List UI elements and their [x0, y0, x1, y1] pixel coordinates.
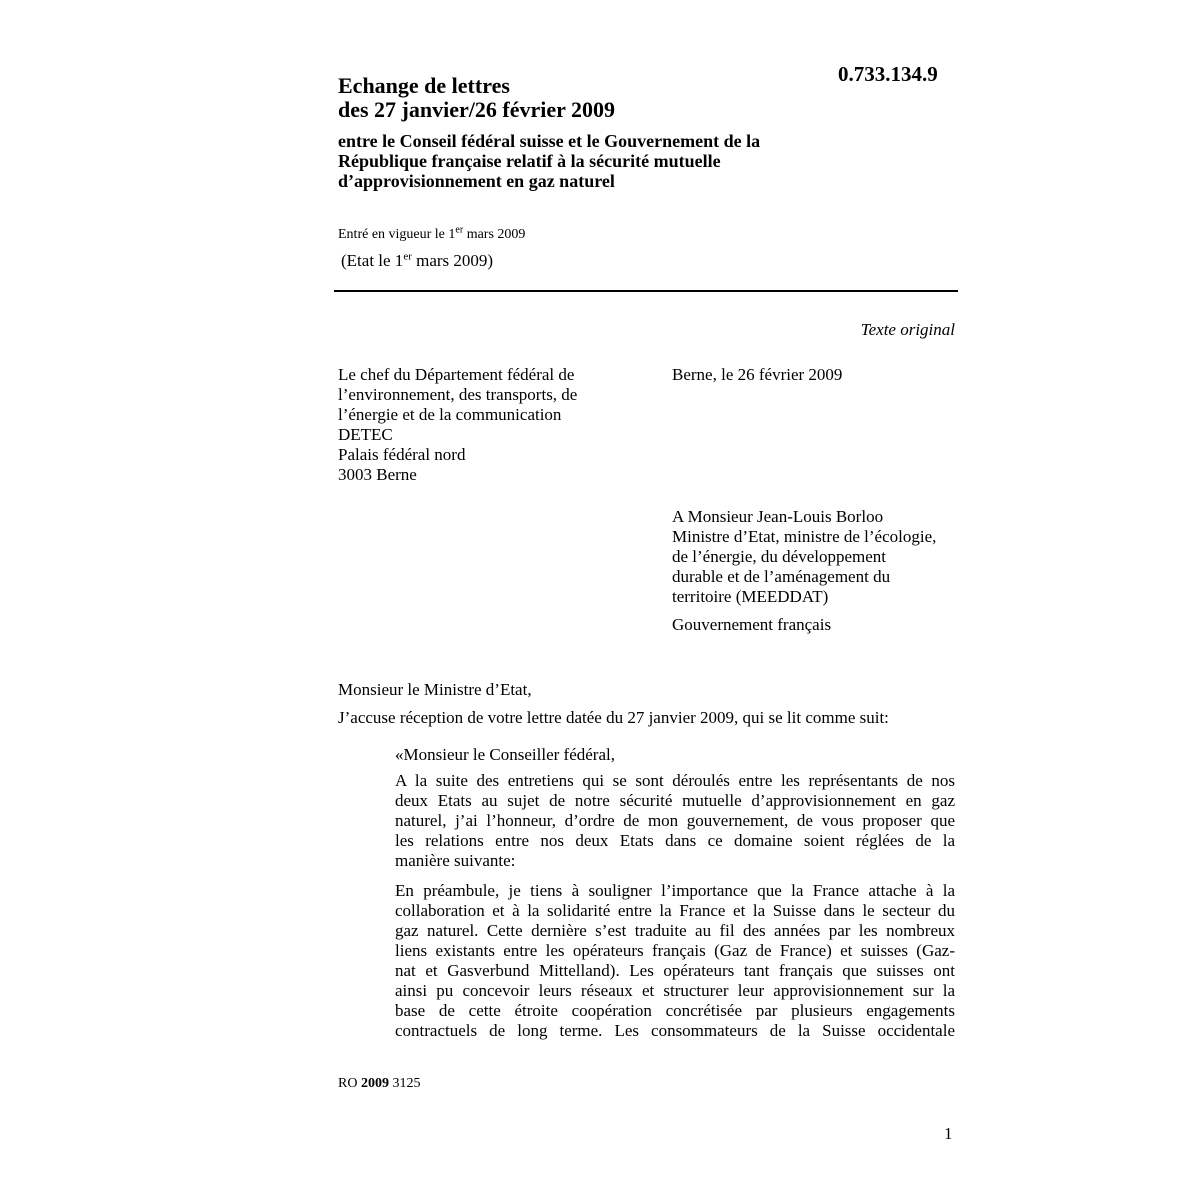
sender-line: Palais fédéral nord — [338, 445, 466, 464]
systematic-number: 0.733.134.9 — [838, 62, 938, 86]
ro-page: 3125 — [388, 1076, 421, 1091]
paragraph-line: nat et Gasverbund Mittelland). Les opérateurs tant français que suisses ont — [395, 961, 955, 980]
state-suffix: mars 2009) — [411, 251, 494, 270]
paragraph-line: gaz naturel. Cette dernière s’est traduite au fil des années par les nombreux — [395, 921, 955, 940]
title-line: Echange de lettres — [338, 73, 510, 98]
ro-prefix: RO — [338, 1076, 361, 1091]
paragraph-line: manière suivante: — [395, 851, 516, 870]
state-prefix: (Etat le 1 — [341, 251, 404, 270]
state-sup: er — [403, 250, 412, 263]
title-line: des 27 janvier/26 février 2009 — [338, 97, 615, 122]
recipient-line: de l’énergie, du développement — [672, 547, 886, 566]
subtitle-line: entre le Conseil fédéral suisse et le Gouvernement de la — [338, 131, 761, 151]
quoted-paragraph-1 — [395, 771, 955, 871]
ro-year: 2009 — [360, 1076, 389, 1091]
subtitle-line: d’approvisionnement en gaz naturel — [338, 171, 615, 191]
quoted-paragraph-2 — [395, 881, 955, 1041]
entry-suffix: mars 2009 — [463, 227, 526, 242]
paragraph-line: En préambule, je tiens à souligner l’importance que la France attache à la — [395, 881, 955, 900]
original-text-label: Texte original — [860, 320, 955, 339]
paragraph-line: les relations entre nos deux Etats dans ce domaine soient réglées de la — [395, 831, 955, 850]
recipient-line: A Monsieur Jean-Louis Borloo — [672, 507, 884, 526]
paragraph-line: base de cette étroite coopération concrétisée par plusieurs engagements — [395, 1001, 955, 1020]
paragraph-line: collaboration et à la solidarité entre la France et la Suisse dans le secteur du — [395, 901, 955, 920]
entry-into-force — [338, 224, 526, 243]
letter-salutation: Monsieur le Ministre d’Etat, — [338, 680, 532, 699]
state-date — [341, 251, 493, 271]
sender-line: l’énergie et de la communication — [338, 405, 562, 424]
recipient-line: territoire (MEEDDAT) — [672, 587, 829, 606]
paragraph-line: deux Etats au sujet de notre sécurité mutuelle d’approvisionnement en gaz — [395, 791, 955, 810]
document-title — [338, 74, 615, 122]
subtitle-line: République française relatif à la sécurité mutuelle — [338, 151, 721, 171]
paragraph-line: naturel, j’ai l’honneur, d’ordre de mon gouvernement, de vous proposer que — [395, 811, 955, 830]
paragraph-line: ainsi pu concevoir leurs réseaux et structurer leur approvisionnement sur la — [395, 981, 955, 1000]
paragraph-line: contractuels de long terme. Les consommateurs de la Suisse occidentale — [395, 1021, 955, 1040]
quoted-salutation: «Monsieur le Conseiller fédéral, — [395, 745, 615, 764]
sender-line: l’environnement, des transports, de — [338, 385, 578, 404]
recipient-line: Ministre d’Etat, ministre de l’écologie, — [672, 527, 937, 546]
entry-prefix: Entré en vigueur le 1 — [338, 227, 456, 242]
paragraph-line: liens existants entre les opérateurs français (Gaz de France) et suisses (Gaz- — [395, 941, 955, 960]
recipient-address — [672, 507, 936, 607]
place-and-date: Berne, le 26 février 2009 — [672, 365, 843, 384]
sender-address — [338, 365, 577, 485]
sender-line: 3003 Berne — [338, 465, 417, 484]
document-subtitle — [338, 131, 858, 191]
page-number: 1 — [944, 1124, 953, 1143]
official-compilation-reference — [338, 1076, 420, 1092]
header-divider — [334, 290, 958, 292]
paragraph-line: A la suite des entretiens qui se sont déroulés entre les représentants de nos — [395, 771, 955, 790]
entry-sup: er — [455, 224, 464, 236]
sender-line: DETEC — [338, 425, 393, 444]
sender-line: Le chef du Département fédéral de — [338, 365, 575, 384]
letter-acknowledgement: J’accuse réception de votre lettre datée du 27 janvier 2009, qui se lit comme suit: — [338, 708, 889, 727]
recipient-government: Gouvernement français — [672, 615, 832, 634]
recipient-line: durable et de l’aménagement du — [672, 567, 891, 586]
